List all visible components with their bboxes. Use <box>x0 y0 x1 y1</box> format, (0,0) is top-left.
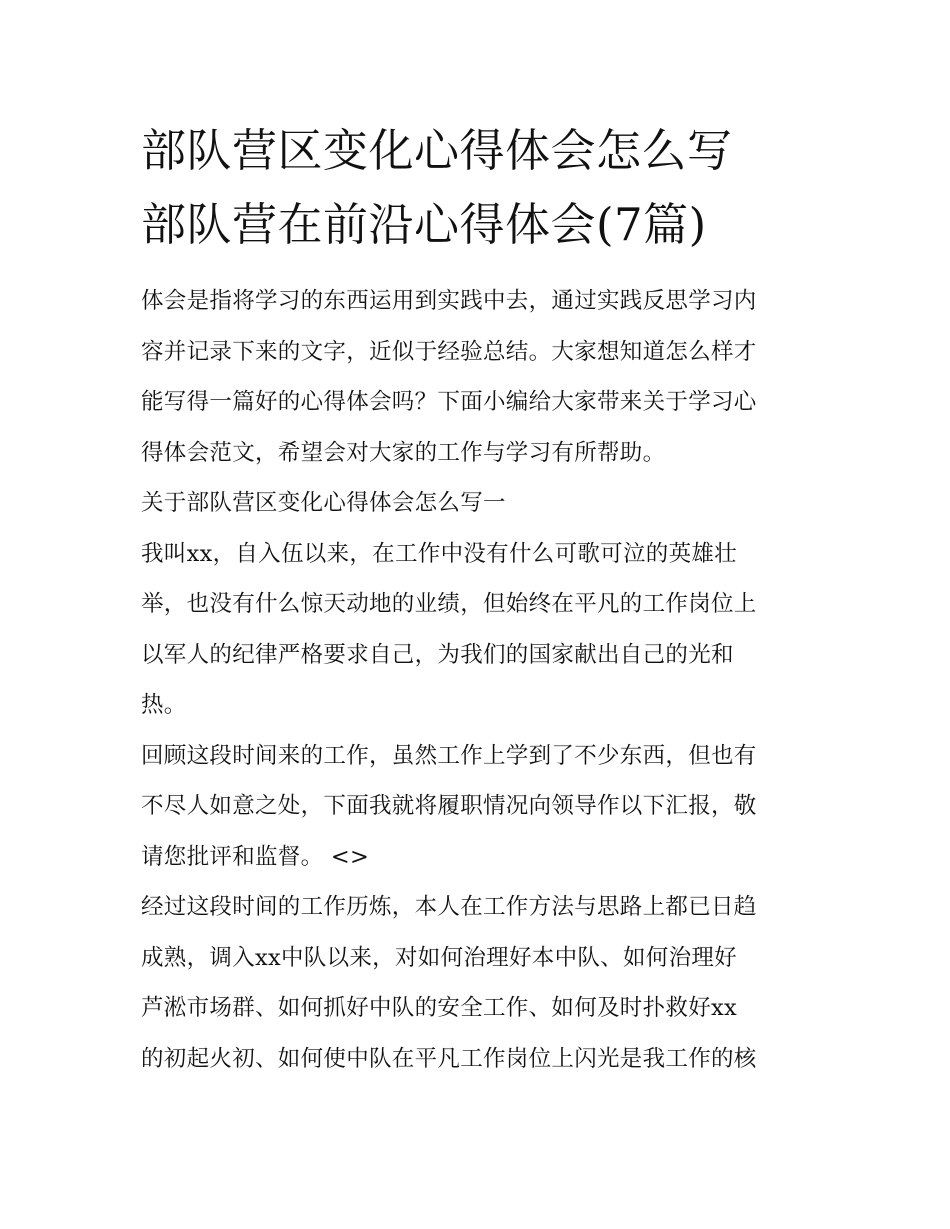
text-line: 请您批评和监督。 <> <box>141 843 370 870</box>
title-line: 部队营在前沿心得体会(7篇) <box>141 198 707 251</box>
text-line: 能写得一篇好的心得体会吗？下面小编给大家带来关于学习心 <box>141 389 757 415</box>
title-line: 部队营区变化心得体会怎么写 <box>141 124 733 177</box>
text-line: 关于部队营区变化心得体会怎么写一 <box>141 490 506 516</box>
text-line: 我叫xx，自入伍以来，在工作中没有什么可歌可泣的英雄壮 <box>141 540 737 567</box>
text-line: 得体会范文，希望会对大家的工作与学习有所帮助。 <box>141 439 666 466</box>
text-line: 不尽人如意之处，下面我就将履职情况向领导作以下汇报，敬 <box>141 793 757 819</box>
text-line: 以军人的纪律严格要求自己，为我们的国家献出自己的光和 <box>141 641 734 668</box>
text-line: 回顾这段时间来的工作，虽然工作上学到了不少东西，但也有 <box>141 742 757 769</box>
body-paragraph-3 <box>141 882 813 1084</box>
text-line: 的初起火初、如何使中队在平凡工作岗位上闪光是我工作的核 <box>141 1045 757 1072</box>
text-line: 经过这段时间的工作历炼，本人在工作方法与思路上都已日趋 <box>141 894 757 920</box>
document-title <box>141 114 813 262</box>
text-line: 成熟，调入xx中队以来，对如何治理好本中队、如何治理好 <box>141 944 737 971</box>
section-heading <box>141 478 813 529</box>
body-paragraph-2 <box>141 731 813 883</box>
text-line: 体会是指将学习的东西运用到实践中去，通过实践反思学习内 <box>141 288 757 314</box>
text-line: 芦淞市场群、如何抓好中队的安全工作、如何及时扑救好xx <box>141 995 737 1021</box>
text-line: 容并记录下来的文字，近似于经验总结。大家想知道怎么样才 <box>141 338 757 365</box>
body-paragraph-1 <box>141 529 813 731</box>
document-page <box>141 114 813 1084</box>
intro-paragraph <box>141 276 813 478</box>
text-line: 热。 <box>141 692 187 718</box>
text-line: 举，也没有什么惊天动地的业绩，但始终在平凡的工作岗位上 <box>141 591 757 617</box>
